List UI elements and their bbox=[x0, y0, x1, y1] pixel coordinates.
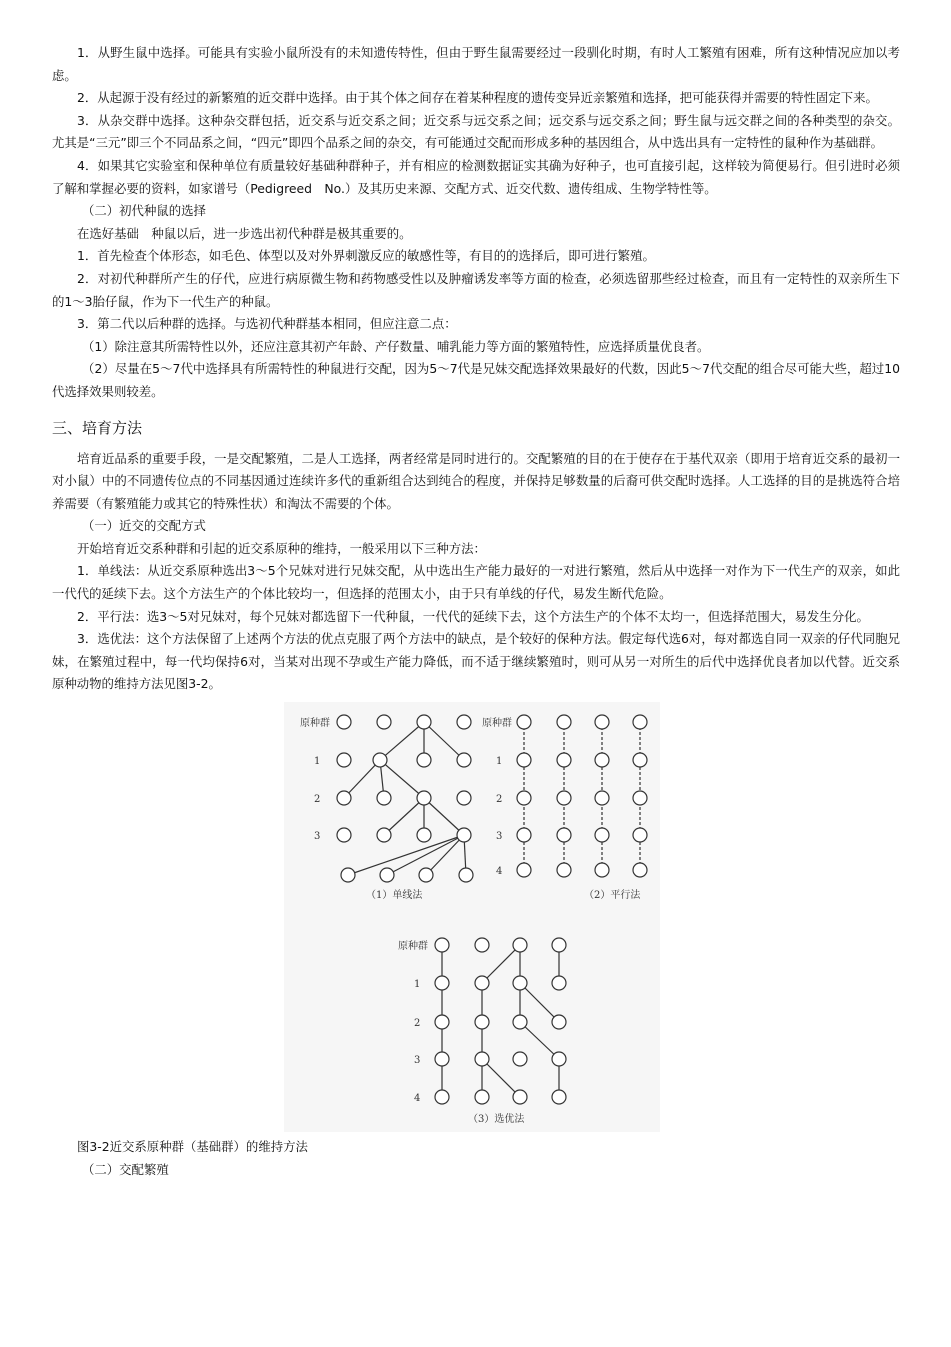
section-heading: 三、培育方法 bbox=[52, 418, 143, 437]
panel2-row-label: 3 bbox=[496, 831, 503, 843]
panel2-row-label: 4 bbox=[496, 866, 503, 878]
paragraph: 3．选优法：这个方法保留了上述两个方法的优点克服了两个方法中的缺点，是个较好的保种方法。假定每代选6对，每对都选自同一双亲的仔代同胞兄妹，在繁殖过程中，每一代均保持6对，当某对出现不孕或生产能力降低，而不适于继续繁殖时，则可从另一对所生的后代中选择优良者加以代替。近交系原种动物的维持方法见图3-2。 bbox=[52, 631, 900, 692]
panel3-row0-label: 原种群 bbox=[398, 941, 428, 953]
panel3-caption: （3）选优法 bbox=[468, 1114, 525, 1126]
paragraph: 培育近品系的重要手段，一是交配繁殖，二是人工选择，两者经常是同时进行的。交配繁殖的目的在于使存在于基代双亲（即用于培育近交系的最初一对小鼠）中的不同遗传位点的不同基因通过连续许多代的重新组合达到纯合的程度，并保持足够数量的后裔可供交配时选择。人工选择的目的是挑选符合培养需要（有繁殖能力或其它的特殊性状）和淘汰不需要的个体。 bbox=[52, 450, 900, 511]
panel3-row-label: 2 bbox=[414, 1018, 421, 1030]
paragraph: 3．第二代以后种群的选择。与选初代种群基本相同，但应注意二点： bbox=[77, 316, 457, 332]
panel1-caption: （1）单线法 bbox=[366, 890, 423, 902]
panel3-row-label: 4 bbox=[414, 1093, 421, 1105]
panel1-row-label: 3 bbox=[314, 831, 321, 843]
subsection-heading: （二）初代种鼠的选择 bbox=[82, 203, 206, 219]
paragraph: 1．首先检查个体形态，如毛色、体型以及对外界刺激反应的敏感性等，有目的的选择后，即可进行繁殖。 bbox=[77, 248, 655, 264]
panel2-row0-label: 原种群 bbox=[482, 718, 512, 730]
pedigree-diagram bbox=[284, 702, 660, 1132]
paragraph: 2．平行法：选3～5对兄妹对，每个兄妹对都选留下一代种鼠，一代代的延续下去，这个方法生产的个体不太均一，但选择范围大，易发生分化。 bbox=[77, 608, 869, 624]
paragraph: 2．从起源于没有经过的新繁殖的近交群中选择。由于其个体之间存在着某种程度的遗传变异近亲繁殖和选择，把可能获得并需要的特性固定下来。 bbox=[77, 90, 878, 106]
panel3-row-label: 1 bbox=[414, 979, 421, 991]
figure-caption: 图3-2近交系原种群（基础群）的维持方法 bbox=[77, 1139, 308, 1155]
single-line-panel bbox=[337, 715, 473, 882]
paragraph: 2．对初代种群所产生的仔代，应进行病原微生物和药物感受性以及肿瘤诱发率等方面的检查，必须选留那些经过检查，而且有一定特性的双亲所生下的1～3胎仔鼠，作为下一代生产的种鼠。 bbox=[52, 270, 900, 309]
pedigree-figure bbox=[284, 702, 660, 1132]
selection-panel bbox=[435, 938, 566, 1104]
paragraph: 3．从杂交群中选择。这种杂交群包括，近交系与近交系之间；近交系与远交系之间；远交系与远交系之间；野生鼠与远交群之间的各种类型的杂交。尤其是“三元”即三个不同品系之间，“四元”即四个品系之间的杂交，有可能通过交配而形成多种的基因组合，从中选出具有一定特性的鼠种作为基础群。 bbox=[52, 112, 900, 151]
panel1-row0-label: 原种群 bbox=[300, 718, 330, 730]
paragraph: 开始培育近交系种群和引起的近交系原种的维持，一般采用以下三种方法： bbox=[77, 540, 486, 556]
panel2-caption: （2）平行法 bbox=[584, 890, 641, 902]
panel3-row-label: 3 bbox=[414, 1055, 421, 1067]
paragraph: 4．如果其它实验室和保种单位有质量较好基础种群种子，并有相应的检测数据证实其确为好种子，也可直接引起，这样较为简便易行。但引进时必须了解和掌握必要的资料，如家谱号（Pedigreed No.）及其历史来源、交配方式、近交代数、遗传组成、生物学特性等。 bbox=[52, 157, 900, 196]
parallel-panel bbox=[517, 715, 647, 877]
paragraph: 1．从野生鼠中选择。可能具有实验小鼠所没有的未知遗传特性，但由于野生鼠需要经过一段驯化时期，有时人工繁殖有困难，所有这种情况应加以考虑。 bbox=[52, 45, 900, 83]
subsection-heading: （二）交配繁殖 bbox=[82, 1161, 169, 1177]
panel2-row-label: 1 bbox=[496, 756, 503, 768]
panel1-row-label: 1 bbox=[314, 756, 321, 768]
paragraph: 在选好基础 种鼠以后，进一步选出初代种群是极其重要的。 bbox=[77, 225, 412, 241]
document-page bbox=[52, 42, 900, 1181]
subsection-heading: （一）近交的交配方式 bbox=[82, 518, 206, 534]
paragraph: （2）尽量在5～7代中选择具有所需特性的种鼠进行交配，因为5～7代是兄妹交配选择效果最好的代数，因此5～7代交配的组合尽可能大些，超过10代选择效果则较差。 bbox=[52, 361, 900, 399]
panel2-row-label: 2 bbox=[496, 794, 503, 806]
panel1-row-label: 2 bbox=[314, 794, 321, 806]
paragraph: 1．单线法：从近交系原种选出3～5个兄妹对进行兄妹交配，从中选出生产能力最好的一对进行繁殖，然后从中选择一对作为下一代生产的双亲，如此一代代的延续下去。这个方法生产的个体比较均一，但选择的范围太小，由于只有单线的仔代，易发生断代危险。 bbox=[52, 563, 900, 602]
paragraph: （1）除注意其所需特性以外，还应注意其初产年龄、产仔数量、哺乳能力等方面的繁殖特性，应选择质量优良者。 bbox=[82, 338, 710, 354]
